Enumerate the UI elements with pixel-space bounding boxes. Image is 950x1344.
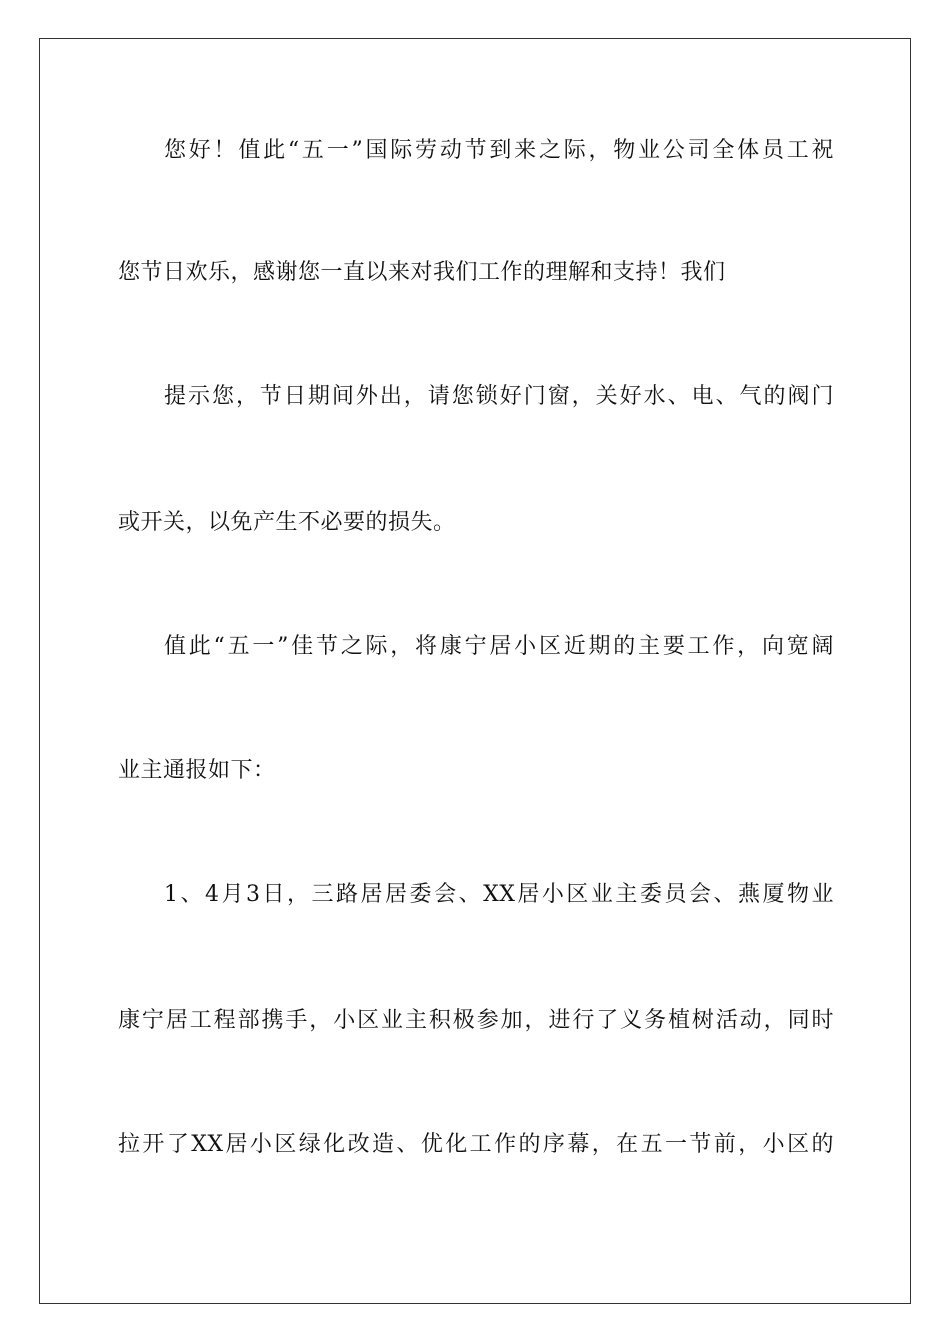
paragraph-line-6: 业主通报如下： [118,758,276,783]
paragraph-line-2: 您节日欢乐，感谢您一直以来对我们工作的理解和支持！我们 [118,260,726,285]
page-border [39,38,911,1304]
paragraph-line-1: 您好！值此“五一”国际劳动节到来之际，物业公司全体员工祝 [164,138,834,163]
paragraph-line-8: 康宁居工程部携手，小区业主积极参加，进行了义务植树活动，同时 [118,1008,834,1033]
paragraph-line-5: 值此“五一”佳节之际，将康宁居小区近期的主要工作，向宽阔 [164,634,834,659]
paragraph-line-4: 或开关，以免产生不必要的损失。 [118,510,456,535]
paragraph-line-3: 提示您，节日期间外出，请您锁好门窗，关好水、电、气的阀门 [164,384,834,409]
paragraph-line-7: 1、4月3日，三路居居委会、XX居小区业主委员会、燕厦物业 [164,882,834,907]
paragraph-line-9: 拉开了XX居小区绿化改造、优化工作的序幕，在五一节前，小区的 [118,1132,834,1157]
